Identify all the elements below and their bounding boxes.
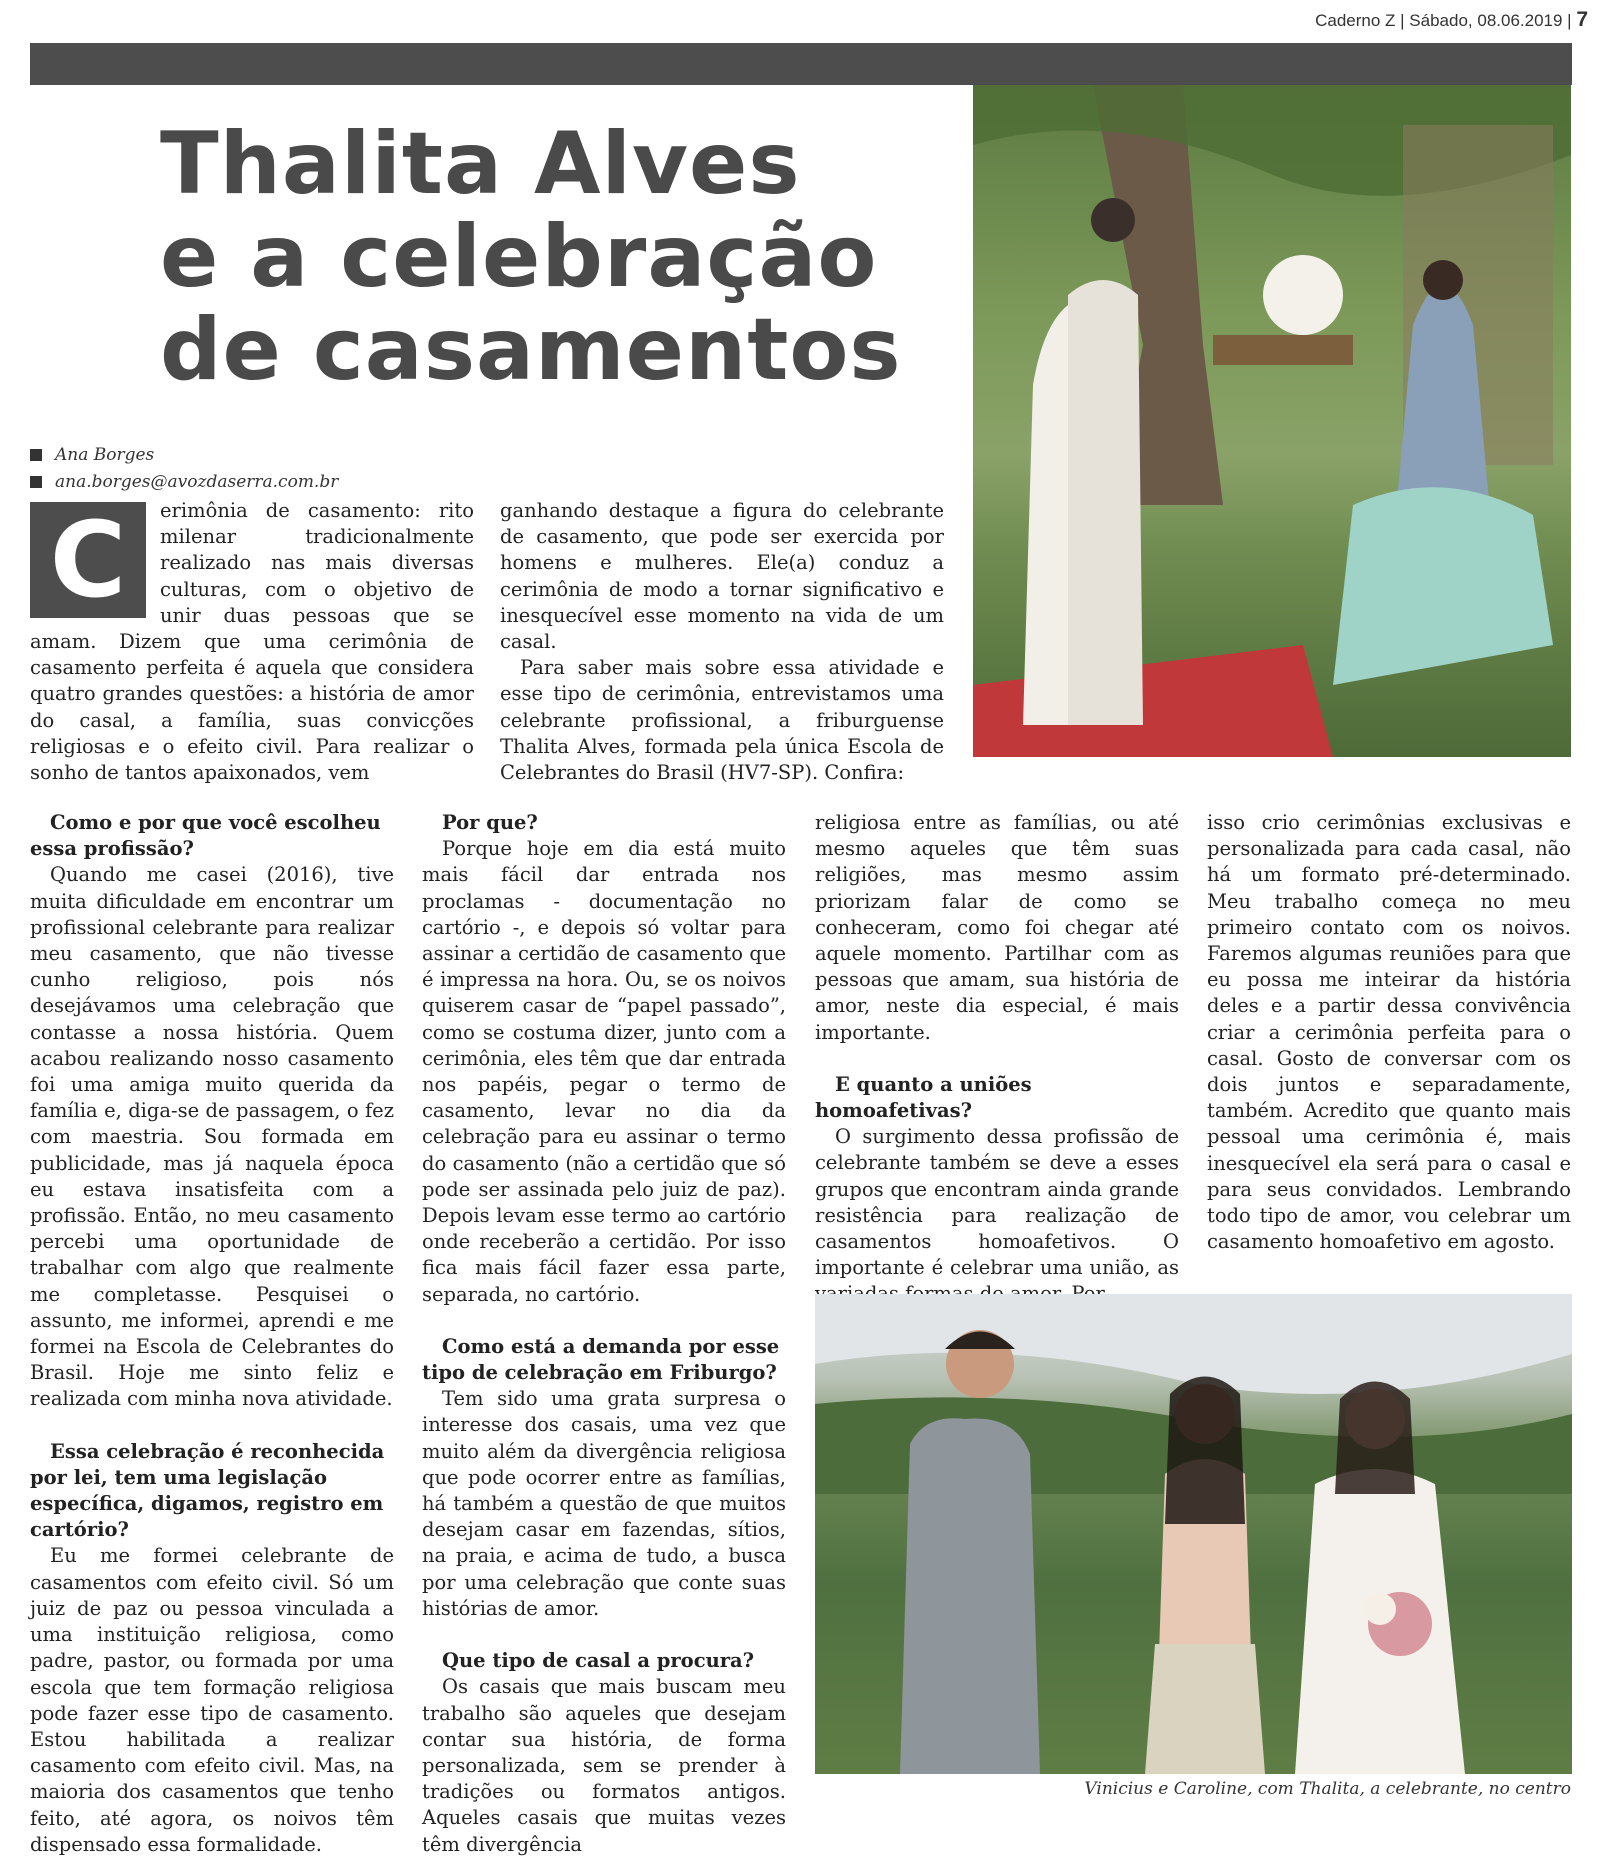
interview-answer: religiosa entre as famílias, ou até mesmo aqueles que têm suas religiões, mas mesmo assim priorizam falar de como se conheceram, como foi chegar até aquele momento. Partilhar com as pessoas que amam, sua história de amor, neste dia especial, é mais importante. xyxy=(815,811,1179,1044)
interview-answer: O surgimento dessa profissão de celebrante também se deve a esses grupos que encontram ainda grande resistência para realização de casamentos homoafetivos. O importante é celebrar uma união, as xyxy=(815,1125,1179,1280)
wedding-ceremony-photo xyxy=(973,85,1571,757)
interview-question: Como está a demanda por esse tipo de celebração em Friburgo? xyxy=(422,1334,780,1385)
intro-column-right xyxy=(500,498,944,786)
article-column-4 xyxy=(1207,810,1571,1255)
intro-column-left xyxy=(30,498,474,786)
intro-paragraph: Para saber mais sobre essa atividade e esse tipo de cerimônia, entrevistamos uma celebrante profissional, a friburguense Thalita Alves, formada pela única Escola de Celebrantes do Brasil (HV7-SP). Confira: xyxy=(500,656,944,785)
couple-photo-illustration xyxy=(815,1294,1572,1774)
interview-question: Como e por que você escolheu essa profissão? xyxy=(30,811,381,861)
interview-answer: Os casais que mais buscam meu trabalho são aqueles que desejam contar sua história, de forma personalizada, sem se prender à tradições ou formatos antigos. Aqueles casais que muitas vezes têm divergência xyxy=(422,1675,786,1856)
drop-cap: C xyxy=(30,502,146,618)
headline-line: de casamentos xyxy=(160,300,902,400)
interview-answer: isso crio cerimônias exclusivas e personalizada para cada casal, não há um formato pré-determinado. Meu trabalho começa no meu primeiro contato com os noivos. Faremos algumas reuniões para que eu possa me inteirar da história deles e a partir dessa convivência criar a cerimônia perfeita para o casal. Gosto de conversar com os dois juntos e separadamente, também. Acredito que quanto mais pessoal uma cerimônia é, mais inesquecível ela será para o casal e para seus convidados. Lembrando todo tipo de amor, vou celebrar um casamento homoafetivo em agosto. xyxy=(1207,811,1571,1254)
photo-caption: Vinicius e Caroline, com Thalita, a celebrante, no centro xyxy=(1084,1779,1571,1799)
interview-question: Por que? xyxy=(442,811,538,834)
headline-line: Thalita Alves xyxy=(160,114,801,214)
author-email: ana.borges@avozdaserra.com.br xyxy=(30,469,338,496)
page-number: 7 xyxy=(1576,8,1588,31)
article-column-3 xyxy=(815,810,1179,1308)
article-column-2 xyxy=(422,810,786,1858)
author-name: Ana Borges xyxy=(30,442,338,469)
interview-question: Essa celebração é reconhecida por lei, tem uma legislação específica, digamos, registro em cartório? xyxy=(30,1439,385,1542)
byline xyxy=(30,442,338,496)
headline-line: e a celebração xyxy=(160,207,878,307)
interview-question: E quanto a uniões homoafetivas? xyxy=(815,1072,1032,1123)
interview-question: Que tipo de casal a procura? xyxy=(442,1649,755,1673)
interview-answer: Tem sido uma grata surpresa o interesse dos casais, uma vez que muito além da divergência religiosa que pode ocorrer entre as famílias, há também a questão de que muitos desejam casar em fazendas, sítios, na praia, e acima de tudo, a busca por uma celebração que conte suas histórias de amor. xyxy=(422,1387,786,1620)
interview-answer: Porque hoje em dia está muito mais fácil dar entrada nos proclamas - documentação no cartório -, e depois só voltar para assinar a certidão de casamento que é impressa na hora. Ou, se os noivos quiserem casar de “papel passado”, como se costuma dizer, junto com a cerimônia, eles têm que dar entrada nos papéis, pegar o termo de casamento, levar no dia da celebração para eu assinar o termo do casamento (não a certidão que só pode ser assinada pelo juiz de paz). Depois levam esse termo ao cartório onde receberão a certidão. Por isso fica mais fácil fazer essa parte, separada, no cartório. xyxy=(422,837,786,1306)
folio-section: Caderno Z | Sábado, 08.06.2019 | xyxy=(1315,11,1577,30)
interview-answer: Quando me casei (2016), tive muita dificuldade em encontrar um profissional celebrante para realizar meu casamento, que não tivesse cunho religioso, pois nós desejávamos uma celebração que contasse a nossa história. Quem acabou realizando nosso casamento foi uma amiga muito querida da família e, diga-se de passagem, o fez com maestria. Sou formada em publicidade, mas já naquela época eu estava insatisfeita com a profissão. Então, no meu casamento percebi uma oportunidade de trabalhar com algo que realmente me completasse. Pesquisei o assunto, me informei, aprendi e me formei na Escola de Celebrantes do Brasil. Hoje me sinto feliz e realizada com minha nova atividade. xyxy=(30,863,394,1411)
couple-with-celebrant-photo xyxy=(815,1294,1572,1774)
interview-answer: Eu me formei celebrante de casamentos com efeito civil. Só um juiz de paz ou pessoa vinculada a uma instituição religiosa, como padre, pastor, ou formada por uma escola que tem formação religiosa pode fazer esse tipo de casamento. Estou habilitada a realizar casamento com efeito civil. Mas, na maioria dos casamentos que tenho feito, até agora, os noivos têm dispensado essa formalidade. xyxy=(30,1544,394,1856)
intro-paragraph: erimônia de casamento: rito milenar tradicionalmente realizado nas mais diversas culturas, com o objetivo de unir duas pessoas que se amam. Dizem que uma cerimônia de casamento perfeita é aquela que considera quatro grandes questões: a história de amor do casal, a família, suas convicções religiosas e o efeito civil. Para realizar o sonho de tantos apaixonados, vem xyxy=(30,499,474,785)
headline xyxy=(160,114,902,400)
top-bar xyxy=(30,43,1572,85)
article-column-1 xyxy=(30,810,394,1858)
intro-paragraph: ganhando destaque a figura do celebrante de casamento, que pode ser exercida por homens e mulheres. Ele(a) conduz a cerimônia de modo a tornar significativo e inesquecível esse momento na vida de um casal. xyxy=(500,499,944,654)
page-folio xyxy=(1315,8,1588,32)
wedding-ceremony-illustration xyxy=(973,85,1571,757)
